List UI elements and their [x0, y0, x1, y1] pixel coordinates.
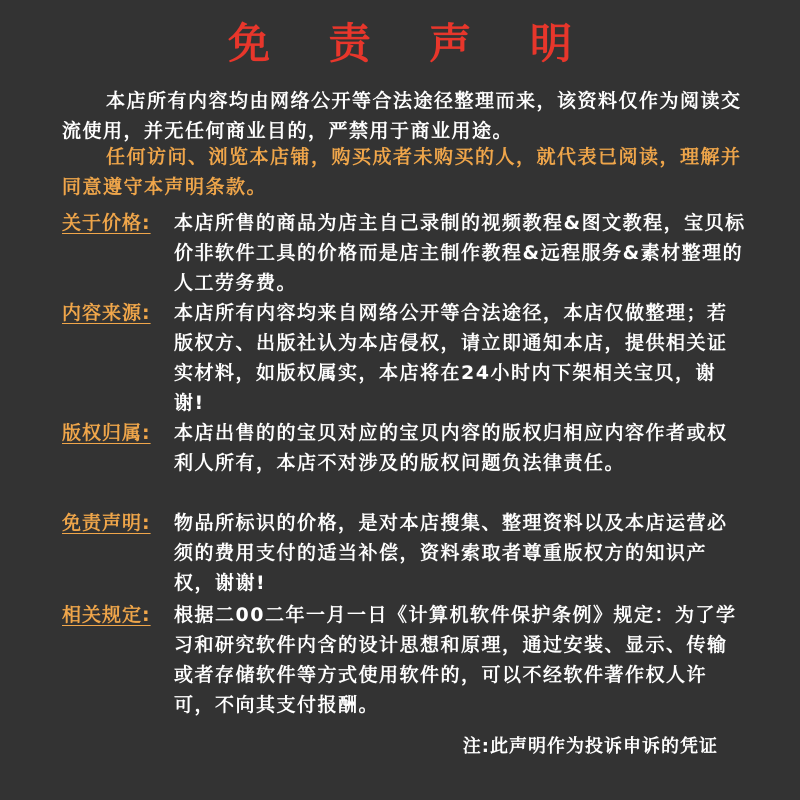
section-text-price: 本店所售的商品为店主自己录制的视频教程&图文教程，宝贝标价非软件工具的价格而是店主制作教程&远程服务&素材整理的人工劳务费。	[174, 212, 746, 294]
footer-note: 注:此声明作为投诉申诉的凭证	[462, 736, 718, 757]
section-text-disclaimer: 物品所标识的价格，是对本店搜集、整理资料以及本店运营必须的费用支付的适当补偿，资料索取者尊重版权方的知识产权，谢谢!	[174, 512, 728, 594]
section-label-copyright: 版权归属:	[62, 422, 151, 444]
intro-paragraph-2: 任何访问、浏览本店铺，购买成者未购买的人，就代表已阅读，理解并同意遵守本声明条款。	[62, 146, 742, 198]
section-text-copyright: 本店出售的的宝贝对应的宝贝内容的版权归相应内容作者或权利人所有，本店不对涉及的版权问题负法律责任。	[174, 422, 728, 474]
section-text-source: 本店所有内容均来自网络公开等合法途径，本店仅做整理；若版权方、出版社认为本店侵权，请立即通知本店，提供相关证实材料，如版权属实，本店将在24小时内下架相关宝贝，谢谢!	[174, 302, 728, 414]
page-title: 免 责 声 明	[228, 19, 594, 68]
section-label-price: 关于价格:	[62, 212, 151, 234]
intro-paragraph-1: 本店所有内容均由网络公开等合法途径整理而来，该资料仅作为阅读交流使用，并无任何商业目的，严禁用于商业用途。	[62, 90, 742, 142]
section-label-source: 内容来源:	[62, 302, 151, 324]
section-text-regulations: 根据二00二年一月一日《计算机软件保护条例》规定：为了学习和研究软件内含的设计思想和原理，通过安装、显示、传输或者存储软件等方式使用软件的，可以不经软件著作权人许可，不向其支付报酬。	[174, 604, 737, 716]
section-label-regulations: 相关规定:	[62, 604, 151, 626]
section-label-disclaimer: 免责声明:	[62, 512, 151, 534]
